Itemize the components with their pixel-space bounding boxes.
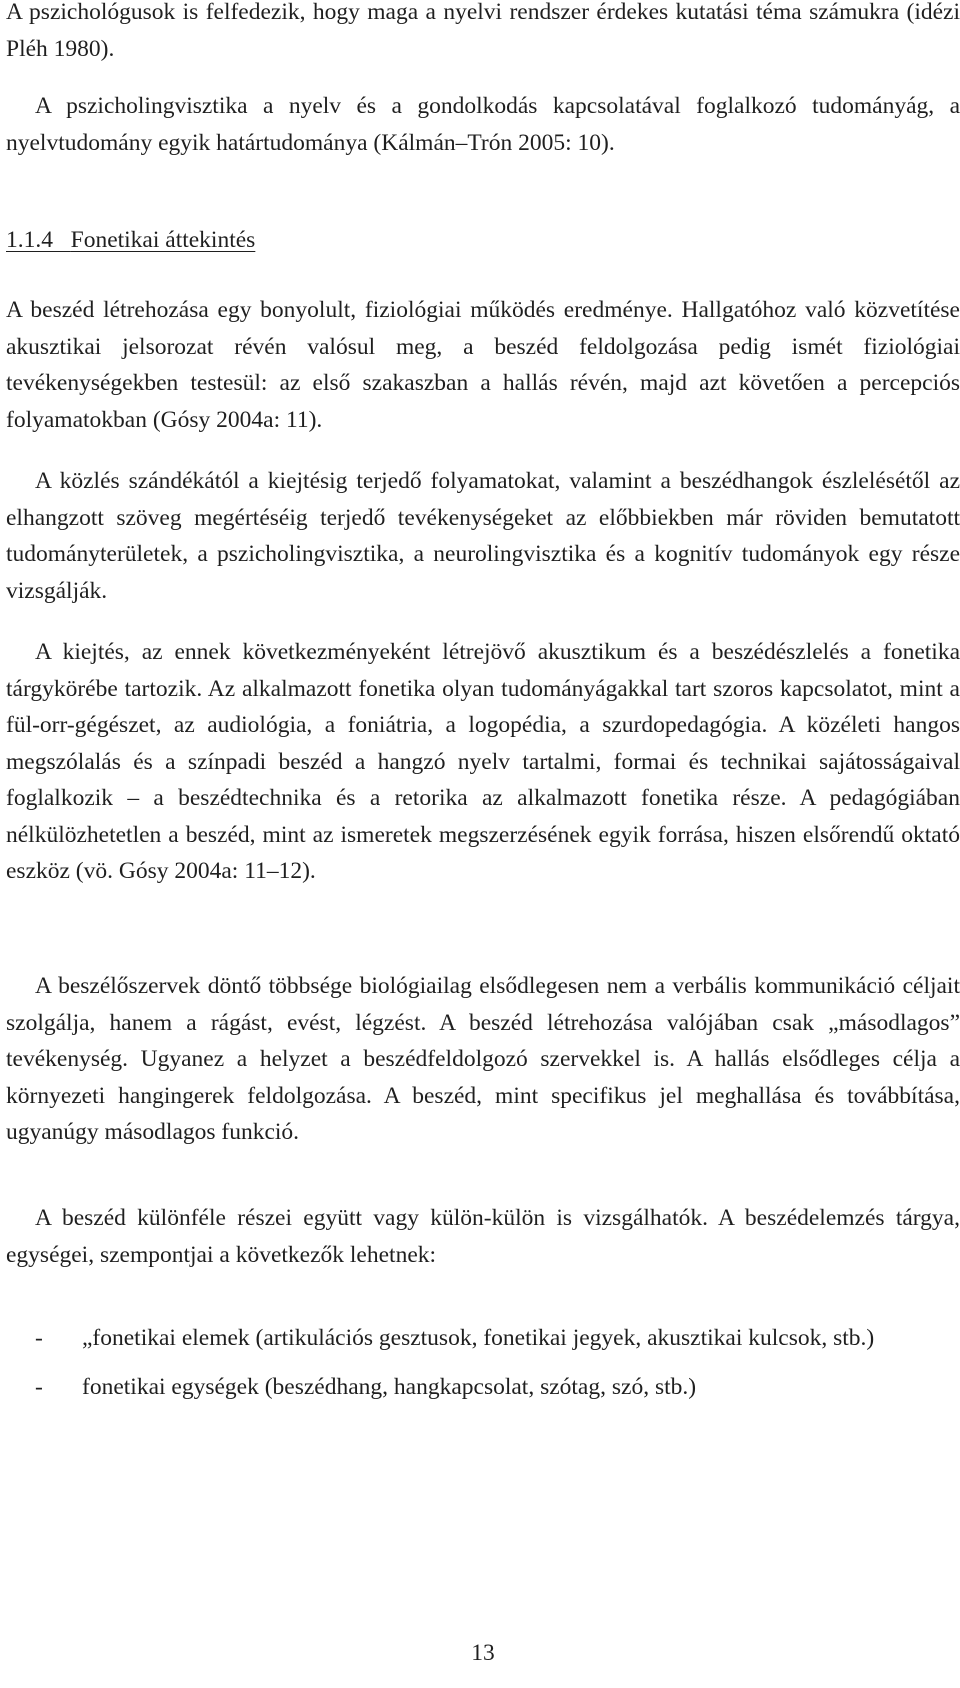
paragraph-body-5: A beszéd különféle részei együtt vagy külön-külön is vizsgálhatók. A beszédelemzés tárgya, egységei, szempontjai a következők lehetnek: [6,1205,960,1268]
list-item [6,1369,960,1406]
document-page [6,0,960,1688]
bullet-list [6,1320,960,1405]
paragraph-body-1: A beszéd létrehozása egy bonyolult, fiziológiai működés eredménye. Hallgatóhoz való közvetítése akusztikai jelsorozat révén valósul meg, a beszéd feldolgozása pedig ismét fiziológiai tevékenységekben testesül: az első szakaszban a hallás révén, majd azt követően a percepciós folyamatokban (Gósy 2004a: 11). [6,297,960,433]
paragraph-body-2: A közlés szándékától a kiejtésig terjedő folyamatokat, valamint a beszédhangok észlelésétől az elhangzott szöveg megértéséig terjedő tevékenységeket az előbbiekben már röviden bemutatott tudományterületek, a pszicholingvisztika, a neurolingvisztika és a kognitív tudományok egy része vizsgálják. [6,468,960,604]
section-heading [6,222,255,259]
section-number: 1.1.4 [6,227,53,253]
paragraph-body-4: A beszélőszervek döntő többsége biológiailag elsődlegesen nem a verbális kommunikáció céljait szolgálja, hanem a rágást, evést, légzést. A beszéd létrehozása valójában csak „másodlagos” tevékenység. Ugyanez a helyzet a beszédfeldolgozó szervekkel is. A hallás elsődleges célja a környezeti hangingerek feldolgozása. A beszéd, mint specifikus jel meghallása és továbbítása, ugyanúgy másodlagos funkció. [6,973,960,1145]
paragraph-intro-1: A pszichológusok is felfedezik, hogy maga a nyelvi rendszer érdekes kutatási téma számukra (idézi Pléh 1980). [6,0,960,62]
list-bullet: - [35,1373,43,1400]
section-title: Fonetikai áttekintés [70,227,256,253]
list-item [6,1320,960,1357]
list-bullet: - [35,1325,43,1351]
list-item-text: „fonetikai elemek (artikulációs gesztusok, fonetikai jegyek, akusztikai kulcsok, stb.) [82,1325,875,1351]
paragraph-intro-2: A pszicholingvisztika a nyelv és a gondolkodás kapcsolatával foglalkozó tudományág, a nyelvtudomány egyik határtudománya (Kálmán–Trón 2005: 10). [6,93,960,156]
list-item-text: fonetikai egységek (beszédhang, hangkapcsolat, szótag, szó, stb.) [82,1373,697,1400]
page-number: 13 [471,1640,495,1666]
paragraph-body-3: A kiejtés, az ennek következményeként létrejövő akusztikum és a beszédészlelés a fonetika tárgykörébe tartozik. Az alkalmazott fonetika olyan tudományágakkal tart szoros kapcsolatot, mint a fül-orr-gégészet, az audiológia, a foniátria, a logopédia, a szurdopedagógia. A közéleti hangos megszólalás és a színpadi beszéd a hangzó nyelv tartalmi, formai és technikai sajátosságaival foglalkozik – a beszédtechnika és a retorika az alkalmazott fonetika része. A pedagógiában nélkülözhetetlen a beszéd, mint az ismeretek megszerzésének egyik forrása, hiszen elsőrendű oktató eszköz (vö. Gósy 2004a: 11–12). [6,639,960,884]
